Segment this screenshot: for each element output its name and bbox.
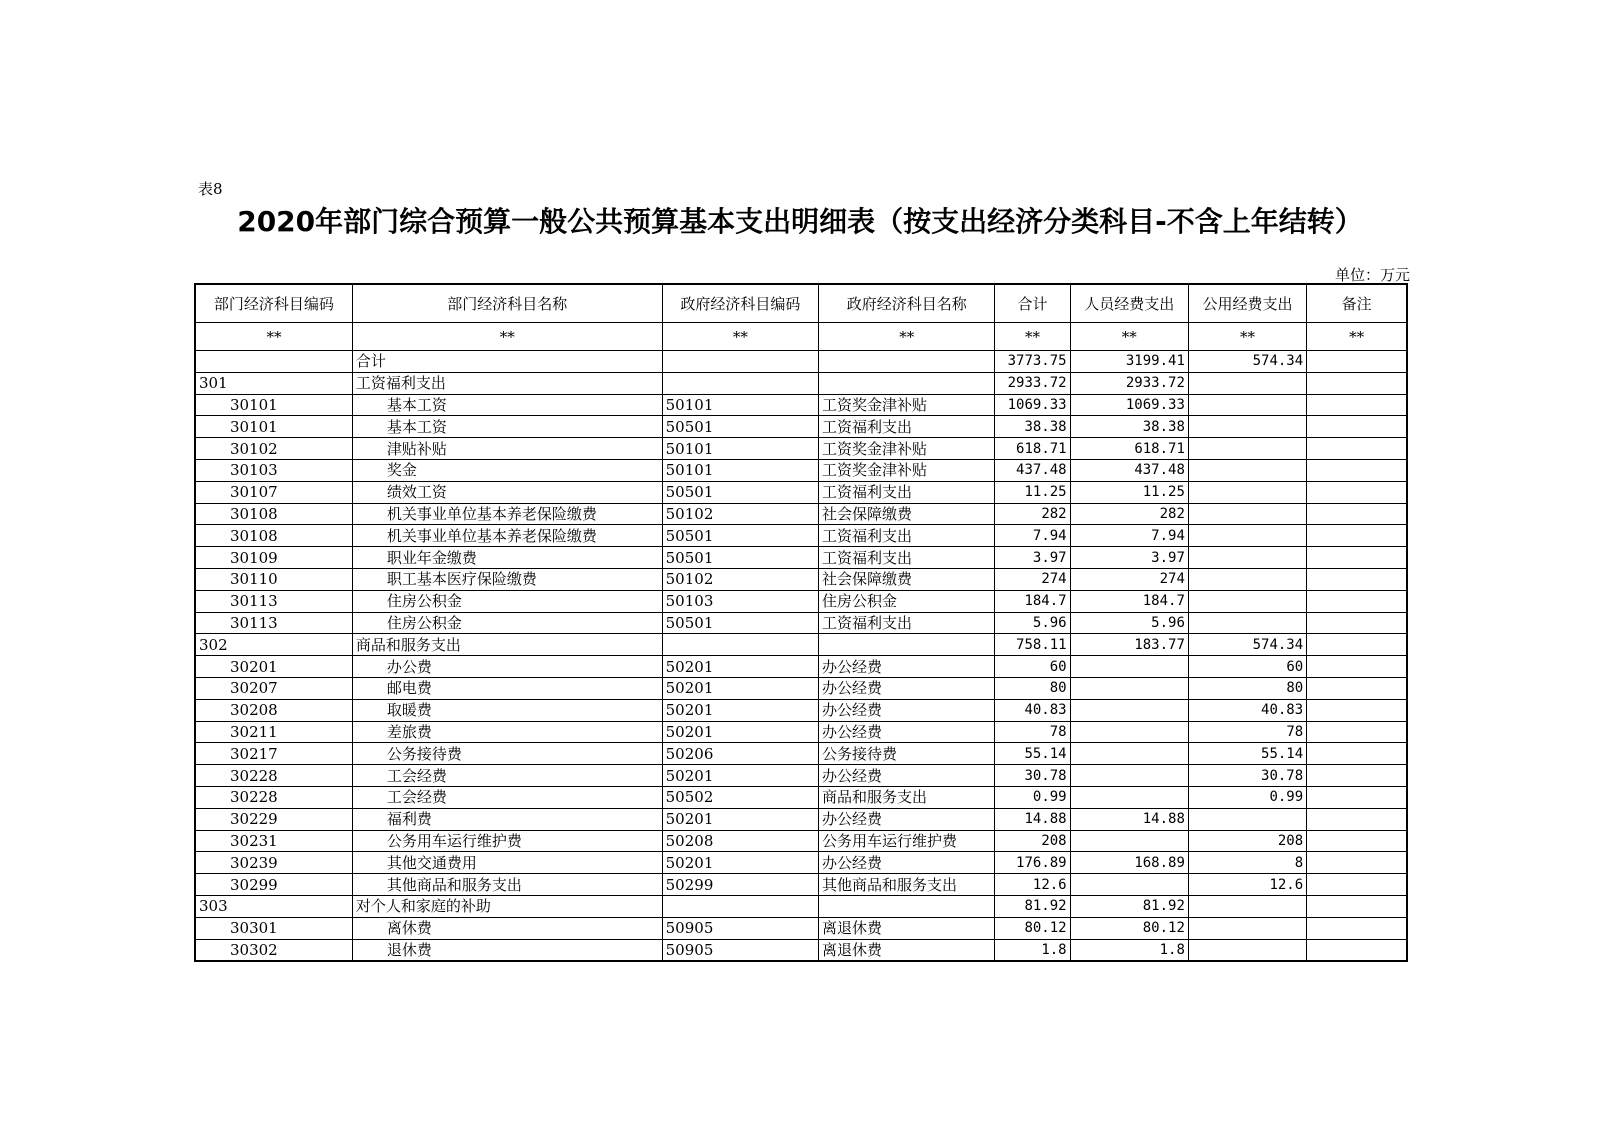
dept-name-cell: 退休费 — [352, 939, 662, 961]
total-cell: 0.99 — [995, 786, 1070, 808]
table-row — [195, 743, 1407, 765]
gov-name-cell: 公务用车运行维护费 — [819, 830, 995, 852]
note-cell — [1307, 481, 1407, 503]
gov-code-cell: 50905 — [662, 917, 818, 939]
gov-name-cell: 工资福利支出 — [819, 547, 995, 569]
dept-code-cell: 30107 — [195, 481, 352, 503]
table-row — [195, 372, 1407, 394]
gov-name-cell: 办公经费 — [819, 721, 995, 743]
table-row — [195, 394, 1407, 416]
header-row — [195, 284, 1407, 323]
total-cell: 14.88 — [995, 808, 1070, 830]
dept-code-cell: 30101 — [195, 394, 352, 416]
total-cell: 274 — [995, 568, 1070, 590]
note-cell — [1307, 547, 1407, 569]
public-cell — [1188, 372, 1306, 394]
personnel-cell: 80.12 — [1070, 917, 1188, 939]
gov-code-cell: 50501 — [662, 416, 818, 438]
dept-name-cell: 公务用车运行维护费 — [352, 830, 662, 852]
note-cell — [1307, 721, 1407, 743]
gov-name-cell: 工资福利支出 — [819, 612, 995, 634]
dept-name-cell: 职工基本医疗保险缴费 — [352, 568, 662, 590]
dept-name-cell: 商品和服务支出 — [352, 634, 662, 656]
public-cell — [1188, 394, 1306, 416]
table-row — [195, 438, 1407, 460]
header-note: 备注 — [1307, 284, 1407, 323]
gov-code-cell: 50206 — [662, 743, 818, 765]
table-row — [195, 721, 1407, 743]
public-cell: 12.6 — [1188, 874, 1306, 896]
dept-name-cell: 工资福利支出 — [352, 372, 662, 394]
header-gov-code: 政府经济科目编码 — [662, 284, 818, 323]
total-cell: 176.89 — [995, 852, 1070, 874]
gov-code-cell: 50502 — [662, 786, 818, 808]
total-cell: 80.12 — [995, 917, 1070, 939]
gov-code-cell: 50201 — [662, 852, 818, 874]
note-cell — [1307, 808, 1407, 830]
personnel-cell — [1070, 765, 1188, 787]
gov-name-cell: 社会保障缴费 — [819, 503, 995, 525]
gov-name-cell: 商品和服务支出 — [819, 786, 995, 808]
note-cell — [1307, 743, 1407, 765]
gov-code-cell — [662, 634, 818, 656]
note-cell — [1307, 590, 1407, 612]
public-cell — [1188, 438, 1306, 460]
table-row — [195, 351, 1407, 373]
total-cell: 55.14 — [995, 743, 1070, 765]
table-row — [195, 481, 1407, 503]
table-row — [195, 917, 1407, 939]
gov-name-cell: 社会保障缴费 — [819, 568, 995, 590]
header-public: 公用经费支出 — [1188, 284, 1306, 323]
personnel-cell: 5.96 — [1070, 612, 1188, 634]
dept-code-cell: 30229 — [195, 808, 352, 830]
note-cell — [1307, 895, 1407, 917]
public-cell — [1188, 547, 1306, 569]
gov-name-cell — [819, 895, 995, 917]
dept-name-cell: 绩效工资 — [352, 481, 662, 503]
personnel-cell — [1070, 699, 1188, 721]
stars-cell: ** — [995, 323, 1070, 351]
gov-code-cell: 50103 — [662, 590, 818, 612]
note-cell — [1307, 852, 1407, 874]
dept-code-cell: 301 — [195, 372, 352, 394]
public-cell: 40.83 — [1188, 699, 1306, 721]
table-number: 表8 — [198, 180, 223, 198]
personnel-cell: 81.92 — [1070, 895, 1188, 917]
note-cell — [1307, 699, 1407, 721]
dept-name-cell: 住房公积金 — [352, 612, 662, 634]
table-row — [195, 416, 1407, 438]
budget-table — [194, 283, 1408, 962]
dept-code-cell: 302 — [195, 634, 352, 656]
note-cell — [1307, 351, 1407, 373]
stars-cell: ** — [352, 323, 662, 351]
note-cell — [1307, 656, 1407, 678]
note-cell — [1307, 786, 1407, 808]
public-cell — [1188, 525, 1306, 547]
table-row — [195, 677, 1407, 699]
dept-code-cell: 30109 — [195, 547, 352, 569]
gov-code-cell: 50101 — [662, 459, 818, 481]
note-cell — [1307, 765, 1407, 787]
total-cell: 12.6 — [995, 874, 1070, 896]
gov-name-cell: 离退休费 — [819, 939, 995, 961]
dept-name-cell: 差旅费 — [352, 721, 662, 743]
public-cell: 78 — [1188, 721, 1306, 743]
dept-code-cell: 30201 — [195, 656, 352, 678]
dept-code-cell: 30110 — [195, 568, 352, 590]
personnel-cell: 437.48 — [1070, 459, 1188, 481]
total-cell: 3.97 — [995, 547, 1070, 569]
gov-name-cell: 工资福利支出 — [819, 481, 995, 503]
gov-code-cell: 50201 — [662, 677, 818, 699]
header-personnel: 人员经费支出 — [1070, 284, 1188, 323]
stars-cell: ** — [662, 323, 818, 351]
table-row — [195, 547, 1407, 569]
gov-code-cell: 50201 — [662, 656, 818, 678]
personnel-cell: 2933.72 — [1070, 372, 1188, 394]
stars-row — [195, 323, 1407, 351]
personnel-cell: 274 — [1070, 568, 1188, 590]
dept-name-cell: 工会经费 — [352, 786, 662, 808]
dept-code-cell: 30211 — [195, 721, 352, 743]
gov-code-cell: 50501 — [662, 525, 818, 547]
dept-code-cell: 30228 — [195, 786, 352, 808]
total-cell: 11.25 — [995, 481, 1070, 503]
header-total: 合计 — [995, 284, 1070, 323]
table-row — [195, 568, 1407, 590]
table-row — [195, 525, 1407, 547]
table-row — [195, 830, 1407, 852]
dept-code-cell: 30208 — [195, 699, 352, 721]
total-cell: 40.83 — [995, 699, 1070, 721]
table-row — [195, 656, 1407, 678]
gov-code-cell: 50299 — [662, 874, 818, 896]
note-cell — [1307, 394, 1407, 416]
personnel-cell — [1070, 874, 1188, 896]
table-row — [195, 612, 1407, 634]
gov-code-cell: 50101 — [662, 394, 818, 416]
stars-cell: ** — [1307, 323, 1407, 351]
total-cell: 60 — [995, 656, 1070, 678]
dept-name-cell: 其他商品和服务支出 — [352, 874, 662, 896]
stars-cell: ** — [819, 323, 995, 351]
public-cell — [1188, 612, 1306, 634]
gov-code-cell: 50501 — [662, 481, 818, 503]
total-cell: 618.71 — [995, 438, 1070, 460]
total-cell: 437.48 — [995, 459, 1070, 481]
gov-name-cell: 办公经费 — [819, 852, 995, 874]
gov-name-cell: 工资奖金津补贴 — [819, 459, 995, 481]
dept-name-cell: 机关事业单位基本养老保险缴费 — [352, 525, 662, 547]
table-row — [195, 699, 1407, 721]
public-cell — [1188, 481, 1306, 503]
stars-cell: ** — [1188, 323, 1306, 351]
total-cell: 1069.33 — [995, 394, 1070, 416]
note-cell — [1307, 830, 1407, 852]
public-cell — [1188, 808, 1306, 830]
personnel-cell: 184.7 — [1070, 590, 1188, 612]
public-cell: 55.14 — [1188, 743, 1306, 765]
stars-cell: ** — [1070, 323, 1188, 351]
header-dept-name: 部门经济科目名称 — [352, 284, 662, 323]
total-cell: 2933.72 — [995, 372, 1070, 394]
gov-code-cell: 50102 — [662, 568, 818, 590]
dept-code-cell: 30302 — [195, 939, 352, 961]
public-cell: 0.99 — [1188, 786, 1306, 808]
total-cell: 80 — [995, 677, 1070, 699]
dept-code-cell: 30102 — [195, 438, 352, 460]
dept-name-cell: 职业年金缴费 — [352, 547, 662, 569]
table-row — [195, 808, 1407, 830]
note-cell — [1307, 459, 1407, 481]
note-cell — [1307, 416, 1407, 438]
public-cell — [1188, 503, 1306, 525]
gov-code-cell: 50501 — [662, 612, 818, 634]
gov-code-cell: 50201 — [662, 765, 818, 787]
dept-code-cell: 30231 — [195, 830, 352, 852]
total-cell: 184.7 — [995, 590, 1070, 612]
note-cell — [1307, 939, 1407, 961]
personnel-cell: 3.97 — [1070, 547, 1188, 569]
note-cell — [1307, 874, 1407, 896]
personnel-cell: 1.8 — [1070, 939, 1188, 961]
total-cell: 38.38 — [995, 416, 1070, 438]
gov-code-cell: 50201 — [662, 699, 818, 721]
note-cell — [1307, 372, 1407, 394]
total-cell: 81.92 — [995, 895, 1070, 917]
page-title: 2020年部门综合预算一般公共预算基本支出明细表（按支出经济分类科目-不含上年结转） — [237, 205, 1363, 238]
personnel-cell: 1069.33 — [1070, 394, 1188, 416]
unit-label: 单位：万元 — [1334, 266, 1410, 284]
dept-name-cell: 其他交通费用 — [352, 852, 662, 874]
gov-name-cell: 工资福利支出 — [819, 416, 995, 438]
public-cell — [1188, 917, 1306, 939]
personnel-cell: 618.71 — [1070, 438, 1188, 460]
personnel-cell: 168.89 — [1070, 852, 1188, 874]
total-cell: 758.11 — [995, 634, 1070, 656]
dept-name-cell: 奖金 — [352, 459, 662, 481]
dept-code-cell: 30228 — [195, 765, 352, 787]
total-cell: 7.94 — [995, 525, 1070, 547]
total-cell: 30.78 — [995, 765, 1070, 787]
gov-code-cell: 50501 — [662, 547, 818, 569]
dept-code-cell: 30108 — [195, 503, 352, 525]
table-row — [195, 503, 1407, 525]
personnel-cell — [1070, 786, 1188, 808]
gov-code-cell — [662, 895, 818, 917]
gov-name-cell: 工资奖金津补贴 — [819, 394, 995, 416]
table-row — [195, 786, 1407, 808]
dept-code-cell: 30207 — [195, 677, 352, 699]
personnel-cell — [1070, 743, 1188, 765]
note-cell — [1307, 612, 1407, 634]
dept-name-cell: 津贴补贴 — [352, 438, 662, 460]
dept-code-cell: 30301 — [195, 917, 352, 939]
dept-name-cell: 工会经费 — [352, 765, 662, 787]
total-cell: 1.8 — [995, 939, 1070, 961]
note-cell — [1307, 503, 1407, 525]
personnel-cell — [1070, 656, 1188, 678]
dept-code-cell: 30113 — [195, 612, 352, 634]
total-cell: 208 — [995, 830, 1070, 852]
gov-name-cell: 办公经费 — [819, 699, 995, 721]
dept-code-cell: 30217 — [195, 743, 352, 765]
personnel-cell: 3199.41 — [1070, 351, 1188, 373]
dept-name-cell: 取暖费 — [352, 699, 662, 721]
note-cell — [1307, 438, 1407, 460]
personnel-cell: 183.77 — [1070, 634, 1188, 656]
personnel-cell — [1070, 721, 1188, 743]
dept-name-cell: 办公费 — [352, 656, 662, 678]
dept-name-cell: 合计 — [352, 351, 662, 373]
gov-name-cell: 住房公积金 — [819, 590, 995, 612]
note-cell — [1307, 917, 1407, 939]
public-cell: 30.78 — [1188, 765, 1306, 787]
total-cell: 3773.75 — [995, 351, 1070, 373]
table-row — [195, 895, 1407, 917]
personnel-cell: 14.88 — [1070, 808, 1188, 830]
gov-code-cell: 50208 — [662, 830, 818, 852]
personnel-cell: 282 — [1070, 503, 1188, 525]
public-cell — [1188, 590, 1306, 612]
dept-name-cell: 邮电费 — [352, 677, 662, 699]
dept-code-cell: 303 — [195, 895, 352, 917]
dept-name-cell: 基本工资 — [352, 416, 662, 438]
gov-name-cell — [819, 634, 995, 656]
header-dept-code: 部门经济科目编码 — [195, 284, 352, 323]
gov-code-cell: 50201 — [662, 721, 818, 743]
gov-code-cell: 50101 — [662, 438, 818, 460]
gov-name-cell: 其他商品和服务支出 — [819, 874, 995, 896]
gov-name-cell: 办公经费 — [819, 765, 995, 787]
public-cell: 60 — [1188, 656, 1306, 678]
personnel-cell: 38.38 — [1070, 416, 1188, 438]
personnel-cell: 11.25 — [1070, 481, 1188, 503]
gov-name-cell: 工资福利支出 — [819, 525, 995, 547]
table-row — [195, 590, 1407, 612]
table-row — [195, 765, 1407, 787]
dept-code-cell: 30108 — [195, 525, 352, 547]
dept-name-cell: 公务接待费 — [352, 743, 662, 765]
public-cell: 80 — [1188, 677, 1306, 699]
note-cell — [1307, 568, 1407, 590]
header-gov-name: 政府经济科目名称 — [819, 284, 995, 323]
dept-code-cell: 30101 — [195, 416, 352, 438]
public-cell — [1188, 568, 1306, 590]
dept-code-cell — [195, 351, 352, 373]
public-cell — [1188, 895, 1306, 917]
gov-code-cell: 50102 — [662, 503, 818, 525]
table-row — [195, 852, 1407, 874]
gov-code-cell — [662, 351, 818, 373]
gov-name-cell: 离退休费 — [819, 917, 995, 939]
table-row — [195, 459, 1407, 481]
table-row — [195, 874, 1407, 896]
gov-name-cell: 办公经费 — [819, 808, 995, 830]
gov-name-cell — [819, 351, 995, 373]
stars-cell: ** — [195, 323, 352, 351]
public-cell — [1188, 416, 1306, 438]
total-cell: 5.96 — [995, 612, 1070, 634]
note-cell — [1307, 525, 1407, 547]
gov-name-cell — [819, 372, 995, 394]
public-cell: 574.34 — [1188, 634, 1306, 656]
personnel-cell — [1070, 830, 1188, 852]
dept-name-cell: 机关事业单位基本养老保险缴费 — [352, 503, 662, 525]
gov-name-cell: 工资奖金津补贴 — [819, 438, 995, 460]
personnel-cell — [1070, 677, 1188, 699]
dept-code-cell: 30299 — [195, 874, 352, 896]
dept-name-cell: 基本工资 — [352, 394, 662, 416]
dept-code-cell: 30103 — [195, 459, 352, 481]
dept-code-cell: 30113 — [195, 590, 352, 612]
gov-code-cell: 50201 — [662, 808, 818, 830]
total-cell: 78 — [995, 721, 1070, 743]
public-cell: 8 — [1188, 852, 1306, 874]
table-row — [195, 939, 1407, 961]
note-cell — [1307, 634, 1407, 656]
dept-code-cell: 30239 — [195, 852, 352, 874]
table-row — [195, 634, 1407, 656]
gov-code-cell — [662, 372, 818, 394]
dept-name-cell: 对个人和家庭的补助 — [352, 895, 662, 917]
public-cell: 208 — [1188, 830, 1306, 852]
public-cell: 574.34 — [1188, 351, 1306, 373]
gov-name-cell: 办公经费 — [819, 656, 995, 678]
dept-name-cell: 福利费 — [352, 808, 662, 830]
total-cell: 282 — [995, 503, 1070, 525]
personnel-cell: 7.94 — [1070, 525, 1188, 547]
public-cell — [1188, 939, 1306, 961]
public-cell — [1188, 459, 1306, 481]
gov-name-cell: 公务接待费 — [819, 743, 995, 765]
dept-name-cell: 离休费 — [352, 917, 662, 939]
dept-name-cell: 住房公积金 — [352, 590, 662, 612]
gov-name-cell: 办公经费 — [819, 677, 995, 699]
note-cell — [1307, 677, 1407, 699]
gov-code-cell: 50905 — [662, 939, 818, 961]
